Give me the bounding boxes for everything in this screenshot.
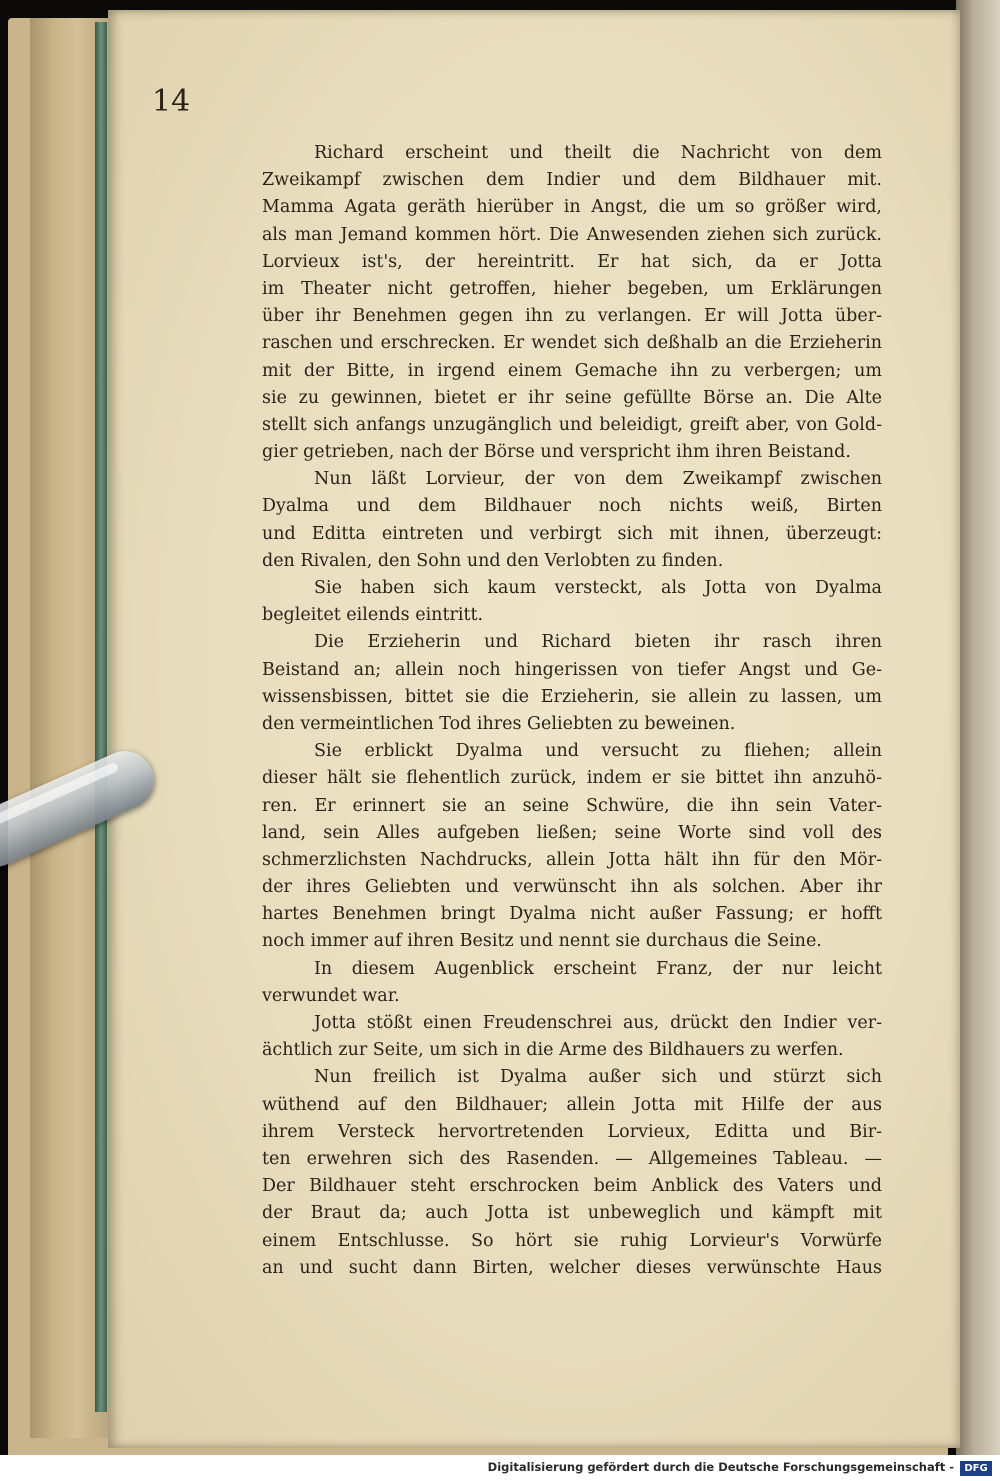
text-line: ächtlich zur Seite, um sich in die Arme des Bildhauers zu werfen. bbox=[262, 1040, 844, 1061]
text-line: Mamma Agata geräth hierüber in Angst, die um so größer wird, bbox=[262, 197, 882, 218]
text-line: gier getrieben, nach der Börse und verspricht ihm ihren Beistand. bbox=[262, 442, 851, 463]
text-line: an und sucht dann Birten, welcher dieses verwünschte Haus bbox=[262, 1257, 882, 1278]
text-line: mit der Bitte, in irgend einem Gemache ihn zu verbergen; um bbox=[262, 360, 882, 381]
text-line: ren. Er erinnert sie an seine Schwüre, die ihn sein Vater- bbox=[262, 795, 882, 816]
text-line: ihrem Versteck hervortretenden Lorvieux, Editta und Bir- bbox=[262, 1121, 882, 1142]
text-line: noch immer auf ihren Besitz und nennt sie durchaus die Seine. bbox=[262, 931, 822, 952]
text-line: Dyalma und dem Bildhauer noch nichts weiß, Birten bbox=[262, 496, 882, 517]
text-line: land, sein Alles aufgeben ließen; seine Worte sind voll des bbox=[262, 822, 882, 843]
text-line: verwundet war. bbox=[262, 985, 400, 1006]
text-line: Richard erscheint und theilt die Nachricht von dem bbox=[314, 143, 882, 163]
text-line: Beistand an; allein noch hingerissen von tiefer Angst und Ge- bbox=[262, 659, 882, 680]
text-line: sie zu gewinnen, bietet er ihr seine gefüllte Börse an. Die Alte bbox=[262, 387, 882, 408]
text-line: ten erwehren sich des Rasenden. — Allgemeines Tableau. — bbox=[262, 1148, 882, 1169]
text-line: der ihres Geliebten und verwünscht ihn als solchen. Aber ihr bbox=[262, 877, 882, 898]
page-number: 14 bbox=[152, 84, 191, 119]
text-line: schmerzlichsten Nachdrucks, allein Jotta hält ihn für den Mör- bbox=[262, 849, 882, 870]
text-line: den vermeintlichen Tod ihres Geliebten zu beweinen. bbox=[262, 713, 736, 734]
text-line: hartes Benehmen bringt Dyalma nicht außer Fassung; er hofft bbox=[262, 904, 882, 925]
text-line: im Theater nicht getroffen, hieher begeben, um Erklärungen bbox=[262, 278, 882, 299]
text-line: Nun läßt Lorvieur, der von dem Zweikampf zwischen bbox=[314, 469, 882, 490]
text-line: raschen und erschrecken. Er wendet sich deßhalb an die Erzieherin bbox=[262, 333, 882, 354]
text-line: als man Jemand kommen hört. Die Anwesenden ziehen sich zurück. bbox=[262, 224, 882, 245]
text-line: Nun freilich ist Dyalma außer sich und stürzt sich bbox=[314, 1067, 882, 1088]
text-line: dieser hält sie flehentlich zurück, indem er sie bittet ihn anzuhö- bbox=[262, 768, 882, 789]
text-line: Zweikampf zwischen dem Indier und dem Bildhauer mit. bbox=[262, 170, 882, 191]
right-page-edge bbox=[956, 0, 1000, 1455]
text-line: Sie haben sich kaum versteckt, als Jotta von Dyalma bbox=[314, 578, 882, 598]
body-text bbox=[262, 140, 882, 1282]
binding-strip bbox=[95, 22, 107, 1412]
footer-bar bbox=[0, 1455, 1000, 1481]
text-line: den Rivalen, den Sohn und den Verlobten zu finden. bbox=[262, 550, 724, 571]
digitization-credit: Digitalisierung gefördert durch die Deutsche Forschungsgemeinschaft - bbox=[487, 1460, 954, 1474]
text-line: wissensbissen, bittet sie die Erzieherin, sie allein zu lassen, um bbox=[262, 686, 882, 707]
text-line: stellt sich anfangs unzugänglich und beleidigt, greift aber, von Gold- bbox=[262, 414, 882, 435]
text-line: Der Bildhauer steht erschrocken beim Anblick des Vaters und bbox=[262, 1176, 882, 1197]
text-line: In diesem Augenblick erscheint Franz, der nur leicht bbox=[314, 958, 882, 979]
text-line: Die Erzieherin und Richard bieten ihr rasch ihren bbox=[314, 632, 882, 653]
dfg-logo: DFG bbox=[960, 1461, 992, 1476]
text-line: Sie erblickt Dyalma und versucht zu fliehen; allein bbox=[314, 741, 882, 762]
text-line: Jotta stößt einen Freudenschrei aus, drückt den Indier ver- bbox=[314, 1013, 882, 1033]
text-line: der Braut da; auch Jotta ist unbeweglich und kämpft mit bbox=[262, 1203, 882, 1224]
text-line: und Editta eintreten und verbirgt sich mit ihnen, überzeugt: bbox=[262, 523, 882, 544]
text-line: wüthend auf den Bildhauer; allein Jotta mit Hilfe der aus bbox=[262, 1094, 882, 1115]
text-line: über ihr Benehmen gegen ihn zu verlangen. Er will Jotta über- bbox=[262, 306, 882, 327]
text-line: einem Entschlusse. So hört sie ruhig Lorvieur's Vorwürfe bbox=[262, 1230, 882, 1251]
text-line: begleitet eilends eintritt. bbox=[262, 605, 484, 626]
text-line: Lorvieux ist's, der hereintritt. Er hat sich, da er Jotta bbox=[262, 251, 882, 272]
